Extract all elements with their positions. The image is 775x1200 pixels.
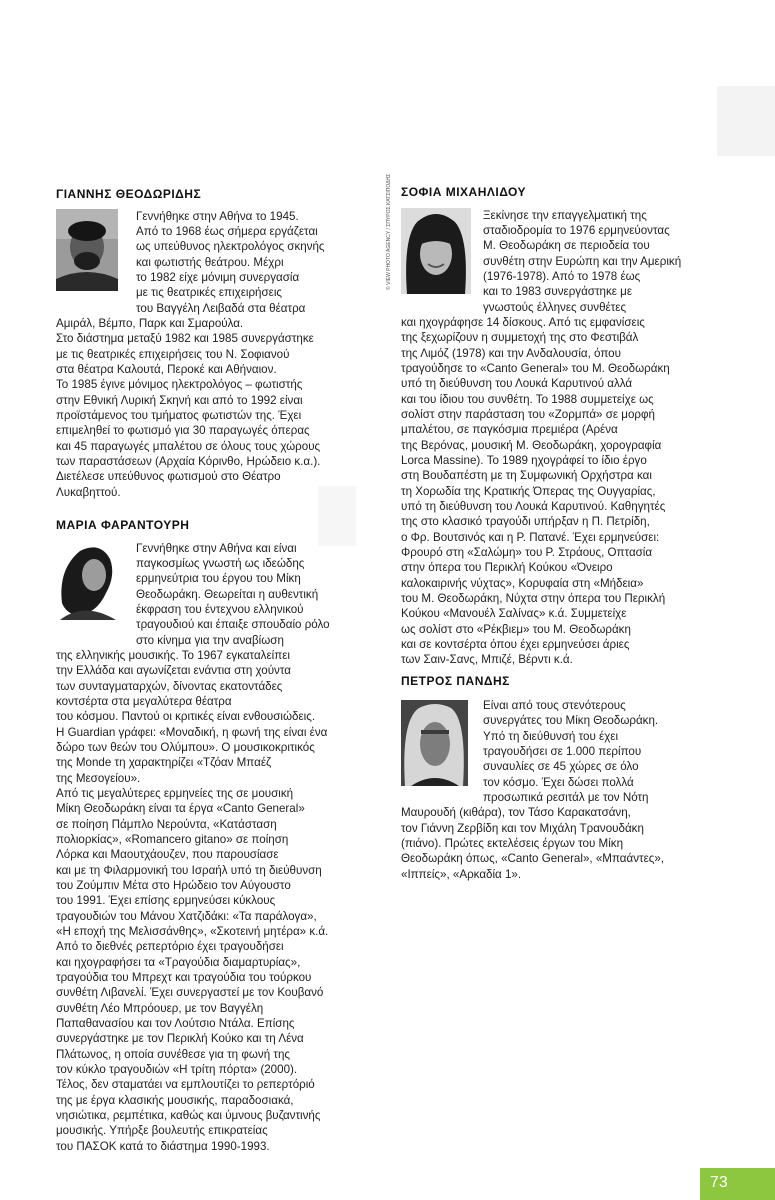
body-line: τη Χορωδία της Κρατικής Όπερας της Ουγγαρίας,: [401, 485, 656, 498]
body-line: Τέλος, δεν σταματάει να εμπλουτίζει το ρεπερτόριό: [56, 1078, 315, 1091]
body-line: σταδιοδρομία το 1976 ερμηνεύοντας: [483, 224, 670, 237]
decorative-grey-block: [318, 486, 356, 546]
body-line: μπαλέτου, σε παγκόσμια πρεμιέρα (Αρένα: [401, 423, 618, 436]
body-line: ως σολίστ στο «Ρέκβιεμ» του Μ. Θεοδωράκη: [401, 623, 631, 636]
body-line: ως υπεύθυνος ηλεκτρολόγος σκηνής: [136, 240, 325, 253]
body-line: σε ποίηση Πάμπλο Νερούντα, «Κατάσταση: [56, 818, 277, 831]
body-line: Γεννήθηκε στην Αθήνα και είναι: [136, 542, 297, 555]
body-line: με τις θεατρικές επιχειρήσεις: [136, 286, 282, 299]
section-heading-michailidou: ΣΟΦΙΑ ΜΙΧΑΗΛΙΔΟΥ: [401, 185, 527, 199]
body-line: Λόρκα και Μαουτχάουζεν, που παρουσίασε: [56, 848, 279, 861]
body-line: προσωπικά ρεσιτάλ με τον Νότη: [483, 791, 649, 804]
page-number-badge: [700, 1168, 775, 1200]
body-line: Αμιράλ, Βέμπο, Παρκ και Σμαρούλα.: [56, 317, 244, 330]
body-line: τον κύκλο τραγουδιών «Η τρίτη πόρτα» (2000).: [56, 1063, 298, 1076]
body-line: και 45 παραγωγές μπαλέτου σε όλους τους χώρους: [56, 440, 321, 453]
body-line: τραγουδιών του Μάνου Χατζιδάκι: «Τα παράλογα»,: [56, 910, 317, 923]
body-line: Ξεκίνησε την επαγγελματική της: [483, 209, 647, 222]
body-line: και ηχογράφησε 14 δίσκους. Από τις εμφανίσεις: [401, 316, 645, 329]
body-line: συνθέτη στην Ευρώπη και την Αμερική: [483, 255, 682, 268]
body-line: συνεργάστηκε με τον Περικλή Κούκο και τη Λένα: [56, 1032, 304, 1045]
body-line: προϊστάμενος του τμήματος φωτιστών της. Έχει: [56, 409, 302, 422]
body-line: ο Φρ. Βουτσινός και η Ρ. Πατανέ. Έχει ερμηνεύσει:: [401, 531, 660, 544]
body-line: συνεργάτες του Μίκη Θεοδωράκη.: [483, 714, 659, 727]
body-line: των συνταγματαρχών, δίνοντας εκατοντάδες: [56, 680, 283, 693]
body-line: των παραστάσεων (Αρχαία Κόρινθο, Ηρώδειο κ.α.).: [56, 455, 321, 468]
body-line: Είναι από τους στενότερους: [483, 699, 626, 712]
body-line: τραγουδήσει σε 1.000 περίπου: [483, 745, 642, 758]
body-line: με τις θεατρικές επιχειρήσεις του Ν. Σοφιανού: [56, 348, 290, 361]
body-line: του Ζούμπιν Μέτα στο Ηρώδειο τον Αύγουστο: [56, 879, 291, 892]
body-line: μουσικής. Υπήρξε βουλευτής επικρατείας: [56, 1124, 268, 1137]
body-line: παγκοσμίως γνωστή ως ιδεώδης: [136, 557, 305, 570]
body-line: στο κίνημα για την αναβίωση: [136, 634, 284, 647]
body-line: (1976-1978). Από το 1978 έως: [483, 270, 641, 283]
body-line: τραγούδησε το «Canto General» του Μ. Θεοδωράκη: [401, 362, 670, 375]
body-line: της ξεχωρίζουν η συμμετοχή της στο Φεστιβάλ: [401, 331, 639, 344]
section-heading-farantouri: ΜΑΡΙΑ ΦΑΡΑΝΤΟΥΡΗ: [56, 518, 190, 532]
body-line: Κούκου «Μανουέλ Σαλίνας» κ.ά. Συμμετείχε: [401, 607, 627, 620]
body-line: Από το διεθνές ρεπερτόριο έχει τραγουδήσει: [56, 940, 284, 953]
body-line: στη Βουδαπέστη με τη Συμφωνική Ορχήστρα και: [401, 469, 652, 482]
body-line: της ελληνικής μουσικής. Το 1967 εγκαταλείπει: [56, 649, 290, 662]
body-line: ερμηνεύτρια του έργου του Μίκη: [136, 572, 301, 585]
body-line: του Μ. Θεοδωράκη, Νύχτα στην όπερα του Περικλή: [401, 592, 666, 605]
body-line: την Ελλάδα και αγωνίζεται ενάντια στη χούντα: [56, 664, 291, 677]
body-line: τραγούδια του Μπρεχτ και τραγούδια του τούρκου: [56, 971, 312, 984]
body-line: πολιορκίας», «Romancero gitano» σε ποίηση: [56, 833, 289, 846]
body-line: στην Εθνική Λυρική Σκηνή και από το 1992 είναι: [56, 394, 303, 407]
body-line: Θεοδωράκη όπως, «Canto General», «Μπαάντες»,: [401, 852, 664, 865]
body-line: τον Γιάννη Ζερβίδη και τον Μιχάλη Τρανουδάκη: [401, 822, 644, 835]
body-line: (πιάνο). Πρώτες εκτελέσεις έργων του Μίκη: [401, 837, 624, 850]
body-line: των Σαιν-Σανς, Μπιζέ, Βέρντι κ.ά.: [401, 653, 573, 666]
body-line: έκφραση του έντεχνου ελληνικού: [136, 603, 304, 616]
body-line: Λυκαβηττού.: [56, 486, 121, 499]
body-line: τον κόσμο. Έχει δώσει πολλά: [483, 776, 634, 789]
body-line: Στο διάστημα μεταξύ 1982 και 1985 συνεργάστηκε: [56, 332, 314, 345]
body-line: δώρο των θεών του Ολύμπου». Ο μουσικοκριτικός: [56, 741, 315, 754]
body-line: και με τη Φιλαρμονική του Ισραήλ υπό τη διεύθυνση: [56, 864, 322, 877]
body-line: Από το 1968 έως σήμερα εργάζεται: [136, 225, 318, 238]
body-line: της Μεσογείου».: [56, 772, 141, 785]
body-line: Το 1985 έγινε μόνιμος ηλεκτρολόγος – φωτιστής: [56, 378, 303, 391]
body-line: Lorca Massine). Το 1989 ηχογράφεί το ίδιο έργο: [401, 454, 647, 467]
body-line: στα θέατρα Καλουτά, Περοκέ και Αθήναιον.: [56, 363, 277, 376]
body-line: Η Guardian γράφει: «Μοναδική, η φωνή της είναι ένα: [56, 726, 328, 739]
body-line: και ηχογραφήσει τα «Τραγούδια διαμαρτυρίας»,: [56, 956, 301, 969]
body-line: της Monde τη χαρακτηρίζει «Τζόαν Μπαέζ: [56, 756, 272, 769]
body-line: «Ιππείς», «Αρκαδία 1».: [401, 868, 522, 881]
body-line: γνωστούς έλληνες συνθέτες: [483, 301, 627, 314]
faint-header-band: [425, 58, 715, 84]
body-line: Διετέλεσε υπεύθυνος φωτισμού στο Θέατρο: [56, 470, 281, 483]
decorative-grey-band: [717, 86, 775, 156]
body-line: «Η εποχή της Μελισσάνθης», «Σκοτεινή μητέρα» κ.ά.: [56, 925, 329, 938]
body-line: επιμεληθεί το φωτισμό για 30 παραγωγές όπερας: [56, 424, 310, 437]
body-line: Μ. Θεοδωράκη σε περιοδεία του: [483, 239, 650, 252]
body-line: καλοκαιρινής νύχτας», Κορυφαία στη «Μήδεια»: [401, 577, 644, 590]
body-line: το 1982 είχε μόνιμη συνεργασία: [136, 271, 300, 284]
body-line: τραγουδιού και έπαιξε σπουδαίο ρόλο: [136, 618, 330, 631]
body-line: Μαυρουδή (κιθάρα), τον Τάσο Καρακατσάνη,: [401, 806, 631, 819]
body-line: συναυλίες σε 45 χώρες σε όλο: [483, 760, 639, 773]
portrait-michailidou: [401, 208, 471, 294]
body-line: Παπαθανασίου και τον Λούτσιο Ντάλα. Επίσης: [56, 1017, 295, 1030]
body-line: συνθέτη Λέο Μπρόουερ, με τον Βαγγέλη: [56, 1002, 264, 1015]
body-line: Από τις μεγαλύτερες ερμηνείες της σε μουσική: [56, 787, 294, 800]
body-line: του 1991. Έχει επίσης ερμηνεύσει κύκλους: [56, 894, 276, 907]
section-heading-pandis: ΠΕΤΡΟΣ ΠΑΝΔΗΣ: [401, 674, 510, 688]
body-line: Υπό τη διεύθυνσή του έχει: [483, 730, 619, 743]
photo-credit: © VIEW PHOTO AGENCY / ΣΠΥΡΟΣ ΚΑΤΣΙΠΟΔΗΣ: [386, 173, 392, 290]
body-line: της Βερόνας, μουσική Μ. Θεοδωράκη, χορογραφία: [401, 439, 662, 452]
body-line: της με έργα κλασικής μουσικής, παραδοσιακά,: [56, 1094, 294, 1107]
body-line: Θεοδωράκη. Θεωρείται η αυθεντική: [136, 588, 319, 601]
body-line: της Λιμόζ (1978) και την Ανδαλουσία, όπου: [401, 347, 621, 360]
portrait-theodoridis: [56, 209, 118, 291]
body-line: και φωτιστής θεάτρου. Μέχρι: [136, 256, 284, 269]
portrait-pandis: [401, 700, 468, 786]
body-line: νησιώτικα, ρεμπέτικα, καθώς και ύμνους βυζαντινής: [56, 1109, 321, 1122]
body-line: του ΠΑΣΟΚ κατά το διάστημα 1990-1993.: [56, 1140, 270, 1153]
body-line: υπό τη διεύθυνση του Λουκά Καρυτινού αλλά: [401, 377, 633, 390]
body-line: σολίστ στην παράσταση του «Ζορμπά» σε μορφή: [401, 408, 655, 421]
section-heading-theodoridis: ΓΙΑΝΝΗΣ ΘΕΟΔΩΡΙΔΗΣ: [56, 187, 202, 201]
body-line: και το 1983 συνεργάστηκε με: [483, 285, 633, 298]
portrait-farantouri: [56, 541, 121, 620]
body-line: στην όπερα του Περικλή Κούκου «Όνειρο: [401, 561, 613, 574]
body-line: συνθέτη Λιβανελί. Έχει συνεργαστεί με τον Κουβανό: [56, 986, 324, 999]
body-line: της στο κλασικό τραγούδι υπήρξαν η Π. Πετρίδη,: [401, 515, 650, 528]
body-line: υπό τη διεύθυνση του Λουκά Καρυτινού. Καθηγητές: [401, 500, 666, 513]
body-line: Γεννήθηκε στην Αθήνα το 1945.: [136, 210, 299, 223]
page-number: 73: [710, 1174, 728, 1191]
body-line: και του ίδιου του συνθέτη. Το 1988 συμμετείχε ως: [401, 393, 654, 406]
body-line: του κόσμου. Παντού οι κριτικές είναι ενθουσιώδεις.: [56, 710, 316, 723]
body-line: Μίκη Θεοδωράκη είναι τα έργα «Canto General»: [56, 802, 305, 815]
body-line: Πλάτωνος, η οποία συνέθεσε για τη φωνή της: [56, 1048, 290, 1061]
body-line: του Βαγγέλη Λειβαδά στα θέατρα: [136, 302, 306, 315]
body-line: Φρουρό στη «Σαλώμη» του Ρ. Στράους, Οπτασία: [401, 546, 653, 559]
body-line: κοντσέρτα στα μεγαλύτερα θέατρα: [56, 695, 232, 708]
body-line: και σε κοντσέρτα όπου έχει ερμηνεύσει άριες: [401, 638, 630, 651]
